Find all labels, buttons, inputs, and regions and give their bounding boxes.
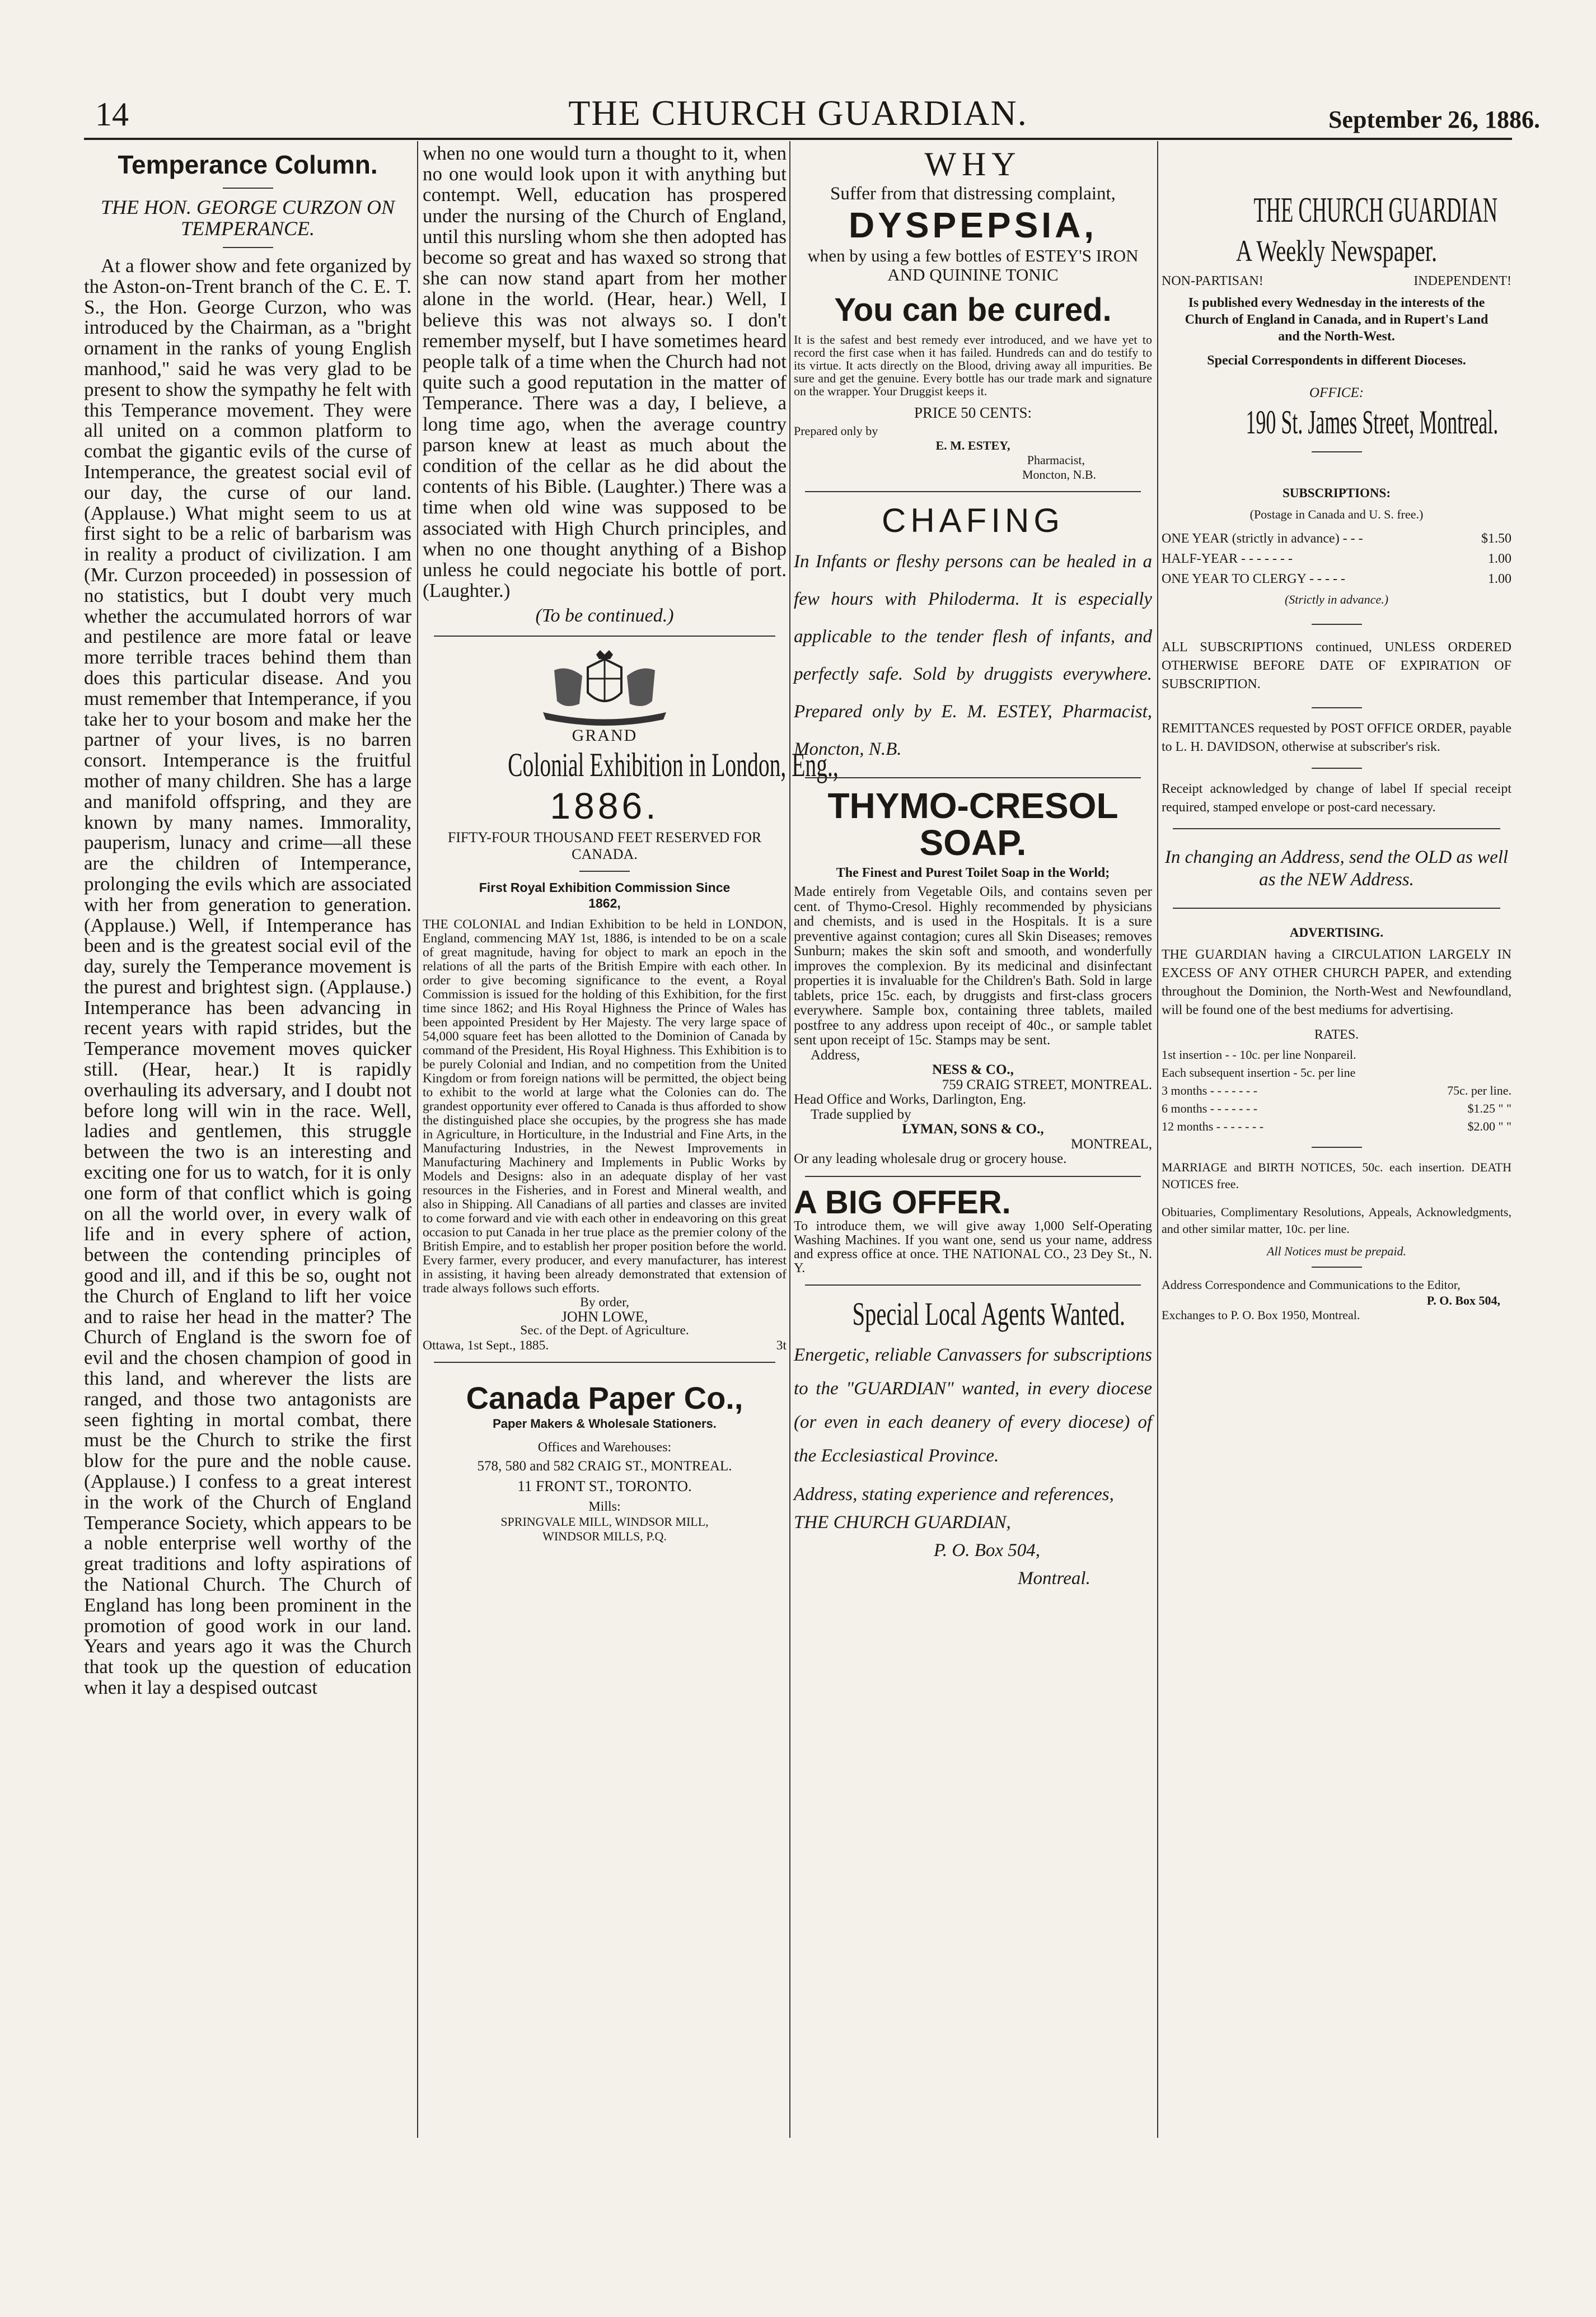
advertisement-column — [794, 143, 1152, 2138]
exhibition-signer: JOHN LOWE, — [561, 1309, 648, 1325]
ad-city: Montreal. — [1018, 1568, 1090, 1589]
royal-coat-of-arms-icon — [521, 648, 689, 726]
issue-date: September 26, 1886. — [1328, 106, 1540, 133]
marriage-notice: MARRIAGE and BIRTH NOTICES, 50c. each insertion. DEATH NOTICES free. — [1162, 1160, 1511, 1191]
column-heading: Temperance Column. — [118, 150, 378, 179]
ad-cured: You can be cured. — [834, 292, 1112, 328]
ad-suffer: Suffer from that distressing complaint, — [830, 184, 1116, 204]
exhibition-space: FIFTY-FOUR THOUSAND FEET RESERVED FOR CANADA. — [447, 829, 762, 863]
ad-chafing-body: In Infants or fleshy persons can be healed in a few hours with Philoderma. It is especially applicable to the tender flesh of infants, and perfectly safe. Sold by druggists everywhere. Prepared only by E. M. ESTEY, Pharmacist, Moncton, N.B. — [794, 552, 1152, 759]
exhibition-body: THE COLONIAL and Indian Exhibition to be held in LONDON, England, commencing MAY 1st, 1886, is intended to be on a scale of great magnitude, having for object to mark an epoch in the relations of all the parts of the British Empire with each other. In order to give becoming significance to the event, a Royal Commission is issued for the holding of this Exhibition, for the first time since 1862; and His Royal Highness the Prince of Wales has been appointed President by Her Majesty. The very large space of 54,000 square feet has been allotted to the Dominion of Canada by command of the President, His Royal Highness. This Exhibition is to be purely Colonial and Indian, and no competition from the United Kingdom or from foreign nations will be permitted, the object being to exhibit to the world at large what the Colonies can do. The grandest opportunity ever offered to Canada is thus afforded to show the distinguished place she occupies, by the progress she has made in Agriculture, in Horticulture, in the Industrial and Fine Arts, in the Manufacturing Industries, in the Newest Improvements in Manufacturing Machinery and Implements in Public Works by Models and Designs: also in an adequate display of her vast resources in the Fisheries, and in Forest and Mineral wealth, and also in Shipping. All Canadians of all parties and classes are invited to come forward and vie with each other in endeavoring on this great occasion to put Canada in her true place as the premier colony of the British Empire, and to establish her proper position before the world. Every farmer, every producer, and every manufacturer, has interest in assisting, it having been already demonstrated that extension of trade always follows such efforts. — [423, 917, 787, 1296]
divider — [223, 247, 273, 248]
ad-estey: E. M. ESTEY, — [935, 438, 1010, 452]
ad-ness: NESS & CO., — [932, 1062, 1014, 1077]
exhibition-by-order: By order, — [580, 1295, 629, 1310]
changing-address-notice: In changing an Address, send the OLD as well as the NEW Address. — [1164, 847, 1509, 890]
divider — [434, 1362, 775, 1363]
paper-offices-label: Offices and Warehouses: — [537, 1440, 672, 1455]
ad-price: PRICE 50 CENTS: — [914, 404, 1032, 421]
ad-guardian: THE CHURCH GUARDIAN, — [794, 1512, 1011, 1533]
ad-agents-heading: Special Local Agents Wanted. — [852, 1295, 1126, 1332]
header-rule — [84, 138, 1512, 140]
ad-trade: Trade supplied by — [811, 1106, 911, 1122]
divider — [434, 636, 775, 637]
ad-thymo-body: Made entirely from Vegetable Oils, and contains seven per cent. of Thymo-Cresol. Highly recommended by physicians and chemists, and is used in the Hospitals. It is a sure preventive against contagion; cures all Skin Diseases; removes Sunburn; makes the skin soft and smooth, and wonderfully improves the complexion. By its medicinal and disinfectant properties it is invaluable for the Children's Bath. Sold in large tablets, price 15c. each, by druggists and first-class grocers everywhere. Sample box, containing three tablets, mailed postfree to any address upon receipt of 40c., or sample tablet sent upon receipt of 15c. Stamps may be sent. — [794, 884, 1152, 1048]
agents-wanted-advertisement — [794, 1295, 1152, 1592]
exhibition-title: Colonial Exhibition in London, Eng., — [508, 746, 839, 784]
divider — [579, 871, 630, 872]
subscriptions-heading: SUBSCRIPTIONS: — [1283, 486, 1391, 500]
ad-ness-address: 759 CRAIG STREET, MONTREAL. — [942, 1077, 1152, 1092]
receipt-notice: Receipt acknowledged by change of label If special receipt required, stamped envelope or post-card necessary. — [1162, 782, 1511, 815]
exchanges-notice: Exchanges to P. O. Box 1950, Montreal. — [1162, 1308, 1360, 1322]
chafing-advertisement — [794, 501, 1152, 768]
ad-agents-address: Address, stating experience and references, — [794, 1484, 1114, 1505]
exhibition-ref: 3t — [776, 1338, 787, 1353]
article-subheading: THE HON. GEORGE CURZON ON TEMPERANCE. — [100, 196, 395, 240]
office-address: 190 St. James Street, Montreal. — [1246, 404, 1499, 441]
advertising-body: THE GUARDIAN having a CIRCULATION LARGELY IN EXCESS OF ANY OTHER CHURCH PAPER, and extending throughout the Dominion, the North-West and Newfoundland, will be found one of the best mediums for advertising. — [1162, 947, 1511, 1017]
rate-row: Each subsequent insertion - 5c. per line — [1162, 1066, 1356, 1080]
ad-big-offer: A BIG OFFER. — [794, 1184, 1011, 1221]
divider — [1173, 908, 1500, 909]
divider — [1312, 451, 1362, 452]
prepaid-notice: All Notices must be prepaid. — [1266, 1244, 1407, 1258]
divider — [223, 188, 273, 189]
paper-company-name: Canada Paper Co., — [466, 1380, 743, 1416]
temperance-column — [84, 143, 411, 2138]
page-header — [45, 92, 1551, 137]
ad-lyman: LYMAN, SONS & CO., — [902, 1122, 1044, 1137]
office-label: OFFICE: — [1309, 385, 1364, 400]
rate-row: 3 months - - - - - - - 75c. per line. — [1162, 1083, 1511, 1097]
advertising-heading: ADVERTISING. — [1289, 926, 1384, 940]
divider — [805, 777, 1141, 778]
paper-mill-line: WINDSOR MILLS, P.Q. — [542, 1529, 667, 1544]
ad-cured-body: It is the safest and best remedy ever introduced, and we have yet to record the first case when it has failed. Hundreds can and do testify to its virtue. It acts directly on the Blood, driving away all impurities. Be sure and get the genuine. Every bottle has our trade mark and signature on the wrapper. Your Druggist keeps it. — [794, 333, 1152, 398]
divider — [1312, 768, 1362, 769]
subscription-table — [1162, 529, 1511, 589]
article-body: At a flower show and fete organized by the Aston-on-Trent branch of the C. E. T. S., the Hon. George Curzon, who was introduced by the Chairman, as a "bright ornament in the ranks of young English manhood," said he was very glad to be present to show the sympathy he felt with this Temperance movement. They were all united on a common platform to combat the gigantic evils of the curse of Intemperance, the greatest social evil of our day, the curse of our land. (Applause.) What might seem to us at first sight to be a relic of barbarism was in reality a product of civilization. I am (Mr. Curzon proceeded) in possession of no statistics, but I doubt very much whether the accumulated horrors of war and pestilence are more fatal or leave more terrible traces behind them than does this particular disease. And you must remember that Intemperance, if you take her to your bosom and make her the partner of your lives, is no barren consort. Intemperance is the fruitful mother of many children. She has a large and manifold offspring, and they are known by many names. Immorality, pauperism, lunacy and crime—all these are the children of Intemperance, prolonging the evils which are associated with her from generation to generation. (Applause.) Well, if Intemperance has been and is the greatest social evil of the day, surely the Temperance movement is the purest and brightest sign. (Applause.) Intemperance has been advancing in recent years with rapid strides, but the Temperance movement moves quicker still. (Hear, hear.) It is rapidly overhauling its adversary, and I doubt not before long will win in the race. Well, ladies and gentlemen, this struggle between the two is an interesting and exciting one for us to watch, for it is only one form of that conflict which is going on all the world over, in every walk of life and in every sphere of action, between the contending principles of good and ill, and if this be so, ought not the Church of England to lift her voice and to raise her head in the matter? The Church of England is the sworn foe of evil and the chosen champion of good in this land, and wherever the lists are ranged, and those two antagonists are seen fighting in mortal combat, there must be the Church to strike the first blow for the pure and the noble cause. (Applause.) I confess to a great interest in the work of the Church of England Temperance Society, which appears to be a noble enterprise well worthy of the great traditions and lofty aspirations of the National Church. The Church of England has long been prominent in the promotion of good work in our land. Years and years ago it was the Church that took up the question of education when it lay a despised outcast — [84, 255, 411, 1698]
paper-mills-label: Mills: — [588, 1499, 621, 1515]
ad-big-offer-body: To introduce them, we will give away 1,000 Self-Operating Washing Machines. If you want one, send us your name, address and express office at once. THE NATIONAL CO., 23 Dey St., N. Y. — [794, 1218, 1152, 1276]
exhibition-signer-title: Sec. of the Dept. of Agriculture. — [520, 1323, 689, 1338]
non-partisan: NON-PARTISAN! — [1162, 274, 1263, 288]
page-number: 14 — [95, 96, 129, 133]
independent: INDEPENDENT! — [1414, 274, 1511, 288]
divider — [1312, 1267, 1362, 1268]
ad-thymo: THYMO-CRESOL — [827, 786, 1118, 826]
rate-row: 1st insertion - - 10c. per line Nonpareil. — [1162, 1048, 1356, 1062]
exhibition-dateline: Ottawa, 1st Sept., 1885. — [423, 1338, 549, 1353]
canada-paper-advertisement — [423, 1380, 787, 1544]
column-rule — [1157, 141, 1158, 2138]
continued-notice: ALL SUBSCRIPTIONS continued, UNLESS ORDERED OTHERWISE BEFORE DATE OF EXPIRATION OF SUBSCRIPTION. — [1162, 640, 1511, 692]
postage-note: (Postage in Canada and U. S. free.) — [1249, 507, 1424, 521]
article-body-continued: when no one would turn a thought to it, when no one would look upon it with anything but contempt. Well, education has prospered under the nursing of the Church of England, until this nursling whom she then adopted has become so great and has waxed so strong that she can now stand apart from her mother alone in the world. (Hear, hear.) Well, I believe this was not always so. I don't remember myself, but I have sometimes heard people talk of a time when the Church had not quite such a good reputation in the matter of Temperance. There was a day, I believe, a long time ago, when the average country parson knew at least as much about the condition of the cellar as he did about the contents of his Bible. (Laughter.) There was a time when old wine was supposed to be associated with High Church principles, and when no one thought anything of a Bishop unless he could negociate his bottle of port. (Laughter.) — [423, 142, 787, 602]
obituaries-notice: Obituaries, Complimentary Resolutions, Appeals, Acknowledgments, and other similar matter, 10c. per line. — [1162, 1205, 1511, 1236]
exhibition-year: 1886. — [550, 785, 659, 827]
to-be-continued: (To be continued.) — [535, 605, 674, 627]
subscription-row: ONE YEAR (strictly in advance) - - - $1.50 — [1162, 531, 1511, 546]
exhibition-grand: GRAND — [572, 726, 638, 745]
ad-chafing: CHAFING — [882, 502, 1064, 539]
exhibition-commission: First Royal Exhibition Commission Since 1862, — [479, 880, 731, 911]
paper-mill-line: SPRINGVALE MILL, WINDSOR MILL, — [500, 1515, 709, 1529]
masthead: THE CHURCH GUARDIAN — [1253, 190, 1498, 230]
paper-company-tagline: Paper Makers & Wholesale Stationers. — [493, 1417, 717, 1431]
correspondence-notice: Address Correspondence and Communications to the Editor, — [1162, 1278, 1461, 1292]
column-rule — [789, 141, 790, 2138]
ad-why: WHY — [924, 146, 1022, 183]
rate-row: 12 months - - - - - - - $2.00 " " — [1162, 1119, 1511, 1133]
thymo-cresol-advertisement — [794, 787, 1152, 1167]
ad-dyspepsia: DYSPEPSIA, — [848, 205, 1098, 245]
ad-pharmacist: Pharmacist, — [1027, 453, 1085, 467]
divider — [1312, 1147, 1362, 1148]
ad-agents-body: Energetic, reliable Canvassers for subscriptions to the "GUARDIAN" wanted, in every diocese (or even in each deanery of every diocese) of the Ecclesiastical Province. — [794, 1344, 1152, 1466]
weekly-newspaper: A Weekly Newspaper. — [1235, 234, 1438, 268]
correspondence-box: P. O. Box 504, — [1426, 1293, 1500, 1307]
correspondents-notice: Special Correspondents in different Dioceses. — [1207, 353, 1466, 368]
divider — [805, 1176, 1141, 1177]
remittances-notice: REMITTANCES requested by POST OFFICE ORDER, payable to L. H. DAVIDSON, otherwise at subscriber's risk. — [1162, 721, 1511, 754]
ad-head-office: Head Office and Works, Darlington, Eng. — [794, 1092, 1027, 1107]
divider — [805, 491, 1141, 492]
paper-address-toronto: 11 FRONT ST., TORONTO. — [517, 1478, 692, 1495]
ad-place: Moncton, N.B. — [1022, 468, 1096, 482]
dyspepsia-advertisement — [794, 145, 1152, 482]
column-rule — [417, 141, 418, 2138]
divider — [1312, 707, 1362, 708]
subscription-row: ONE YEAR TO CLERGY - - - - - 1.00 — [1162, 572, 1511, 586]
newspaper-title: THE CHURCH GUARDIAN. — [568, 93, 1028, 133]
ad-address-label: Address, — [811, 1047, 860, 1063]
divider — [1312, 624, 1362, 625]
published-notice: Is published every Wednesday in the interests of the Church of England in Canada, and in Rupert's Land and the North-West. — [1185, 296, 1489, 344]
ad-thymo-sub: The Finest and Purest Toilet Soap in the World; — [836, 866, 1110, 880]
ad-box: P. O. Box 504, — [934, 1540, 1041, 1561]
paper-address-montreal: 578, 580 and 582 CRAIG ST., MONTREAL. — [477, 1459, 732, 1474]
strictly-note: (Strictly in advance.) — [1284, 592, 1389, 606]
big-offer-advertisement — [794, 1186, 1152, 1276]
divider — [805, 1284, 1141, 1286]
ad-leading: Or any leading wholesale drug or grocery house. — [794, 1151, 1067, 1166]
rates-heading: RATES. — [1314, 1027, 1359, 1042]
ad-when: when by using a few bottles of ESTEY'S IRON AND QUININE TONIC — [807, 246, 1139, 284]
ad-lyman-city: MONTREAL, — [1070, 1136, 1152, 1152]
publisher-notice-column — [1162, 143, 1511, 2138]
ad-soap: SOAP. — [919, 823, 1027, 863]
rates-table — [1162, 1046, 1511, 1136]
rate-row: 6 months - - - - - - - $1.25 " " — [1162, 1101, 1511, 1115]
ad-prepared: Prepared only by — [794, 424, 878, 438]
subscription-row: HALF-YEAR - - - - - - - 1.00 — [1162, 552, 1511, 566]
divider — [1173, 828, 1500, 829]
